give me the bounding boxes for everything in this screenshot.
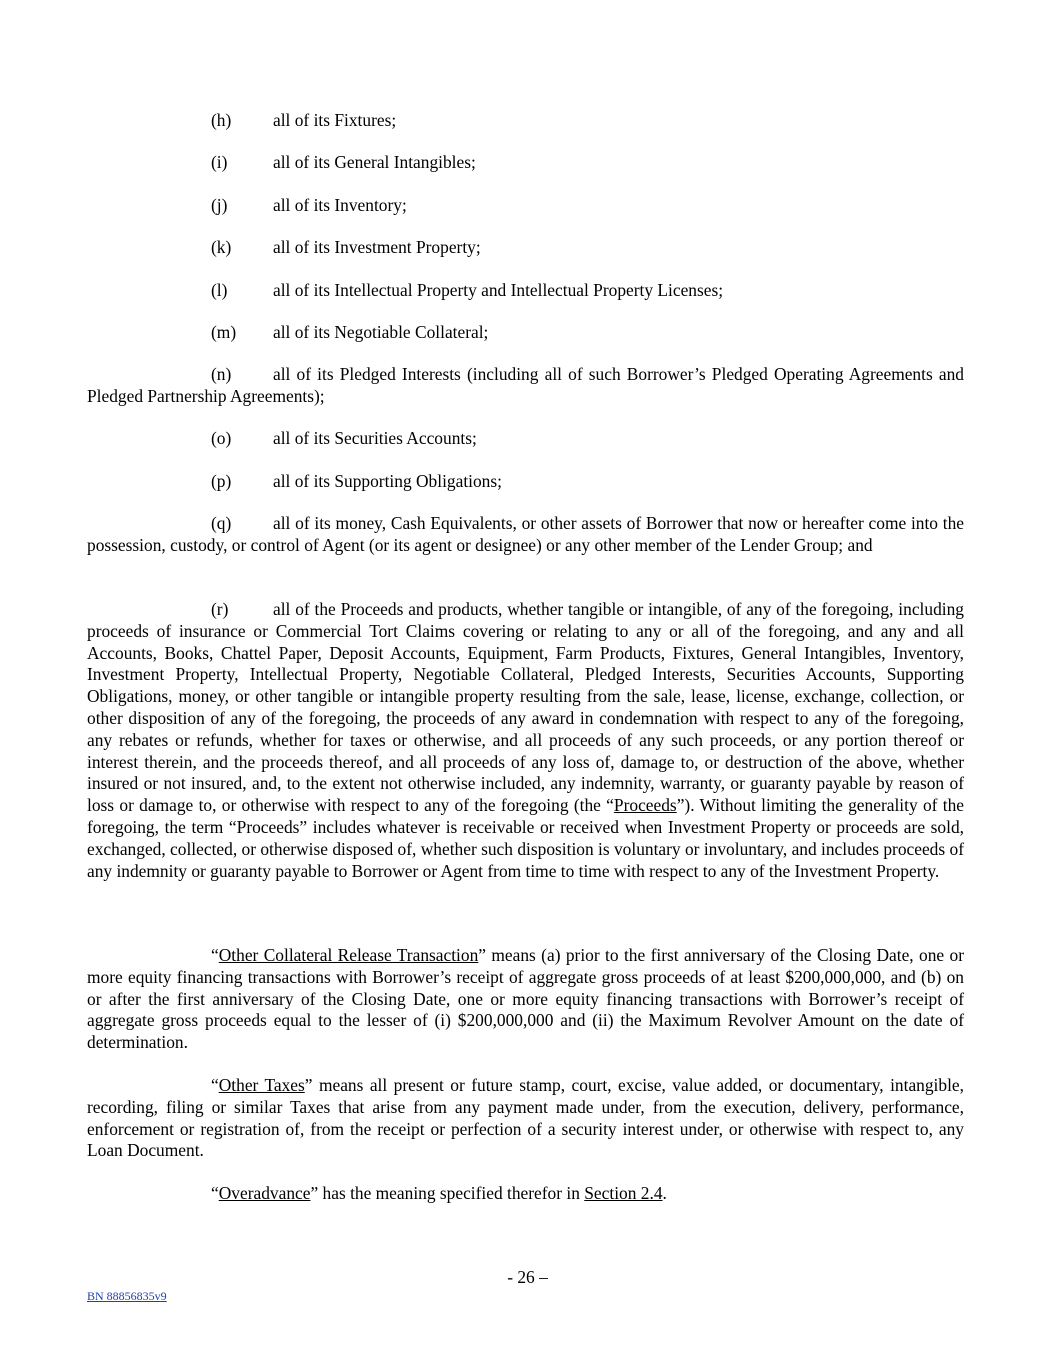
item-text: all of its Negotiable Collateral;	[273, 322, 489, 342]
defined-term: Overadvance	[218, 1183, 311, 1203]
definition-overadvance	[87, 1183, 964, 1205]
section-reference: Section 2.4	[584, 1183, 663, 1203]
list-item-r	[87, 599, 964, 882]
item-text: all of its Securities Accounts;	[273, 428, 477, 448]
list-item-q	[87, 513, 964, 557]
item-text: all of its money, Cash Equivalents, or other assets of Borrower that now or hereafter come into the possession, custody, or control of Agent (or its agent or designee) or any other member of the Lender Group; and	[87, 513, 964, 555]
open-quote: “	[211, 1183, 219, 1203]
definition-other-taxes	[87, 1075, 964, 1162]
item-label: (r)	[211, 599, 229, 619]
item-label: (j)	[211, 195, 228, 215]
list-item-m	[211, 322, 488, 344]
list-item-k	[211, 237, 481, 259]
list-item-o	[211, 428, 477, 450]
item-label: (p)	[211, 471, 232, 491]
list-item-n	[87, 364, 964, 408]
definition-text: ” has the meaning specified therefor in	[310, 1183, 585, 1203]
open-quote: “	[211, 945, 219, 965]
item-label: (o)	[211, 428, 232, 448]
item-label: (k)	[211, 237, 232, 257]
list-item-i	[211, 152, 476, 174]
item-text-continued: ”). Without limiting the generality of the foregoing, the term “Proceeds” includes whatever is receivable or received when Investment Property or proceeds are sold, exchanged, collected, or otherwise disposed of, whether such disposition is voluntary or involuntary, and includes proceeds of any indemnity or guaranty payable to Borrower or Agent from time to time with respect to any of the Investment Property.	[87, 795, 965, 881]
item-label: (h)	[211, 110, 232, 130]
item-text: all of its Inventory;	[273, 195, 407, 215]
item-label: (m)	[211, 322, 237, 342]
item-label: (n)	[211, 364, 232, 384]
list-item-p	[211, 471, 502, 493]
list-item-j	[211, 195, 407, 217]
item-text: all of its Pledged Interests (including all of such Borrower’s Pledged Operating Agreements and Pledged Partnership Agreements);	[87, 364, 964, 406]
item-text: all of its Intellectual Property and Intellectual Property Licenses;	[273, 280, 724, 300]
item-text: all of its Supporting Obligations;	[273, 471, 502, 491]
item-text: all of its Fixtures;	[273, 110, 397, 130]
document-id-link[interactable]: BN 88856835v9	[87, 1289, 167, 1303]
list-item-l	[211, 280, 723, 302]
period: .	[662, 1183, 667, 1203]
item-text: all of its General Intangibles;	[273, 152, 476, 172]
page-number: - 26 –	[507, 1267, 548, 1287]
defined-term-proceeds: Proceeds	[613, 795, 677, 816]
defined-term: Other Taxes	[218, 1075, 305, 1095]
item-label: (q)	[211, 513, 232, 533]
definition-text: ” means (a) prior to the first anniversary of the Closing Date, one or more equity financing transactions with Borrower’s receipt of aggregate gross proceeds of at least $200,000,000, and (b) on or after the first anniversary of the Closing Date, one or more equity financing transactions with Borrower’s receipt of aggregate gross proceeds equal to the lesser of (i) $200,000,000 and (ii) the Maximum Revolver Amount on the date of determination.	[87, 945, 964, 1053]
item-text: all of the Proceeds and products, whether tangible or intangible, of any of the foregoing, including proceeds of insurance or Commercial Tort Claims covering or relating to any or all of the foregoing, and any and all Accounts, Books, Chattel Paper, Deposit Accounts, Equipment, Farm Products, Fixtures, General Intangibles, Inventory, Investment Property, Intellectual Property, Negotiable Collateral, Pledged Interests, Securities Accounts, Supporting Obligations, money, or other tangible or intangible property resulting from the sale, lease, license, exchange, collection, or other disposition of any of the foregoing, the proceeds of any award in condemnation with respect to any of the foregoing, any rebates or refunds, whether for taxes or otherwise, and all proceeds of any such proceeds, or any portion thereof or interest therein, and the proceeds thereof, and all proceeds of any loss of, damage to, or destruction of the above, whether insured or not insured, and, to the extent not otherwise included, any indemnity, warranty, or guaranty payable by reason of loss or damage to, or otherwise with respect to any of the foregoing (the “	[87, 599, 964, 816]
item-label: (i)	[211, 152, 228, 172]
list-item-h	[211, 110, 396, 132]
open-quote: “	[211, 1075, 219, 1095]
item-text: all of its Investment Property;	[273, 237, 481, 257]
definition-text: ” means all present or future stamp, court, excise, value added, or documentary, intangible, recording, filing or similar Taxes that arise from any payment made under, from the execution, delivery, performance, enforcement or registration of, from the receipt or perfection of a security interest under, or otherwise with respect to, any Loan Document.	[87, 1075, 964, 1161]
item-label: (l)	[211, 280, 228, 300]
definition-other-collateral-release-transaction	[87, 945, 964, 1054]
defined-term: Other Collateral Release Transaction	[218, 945, 479, 965]
